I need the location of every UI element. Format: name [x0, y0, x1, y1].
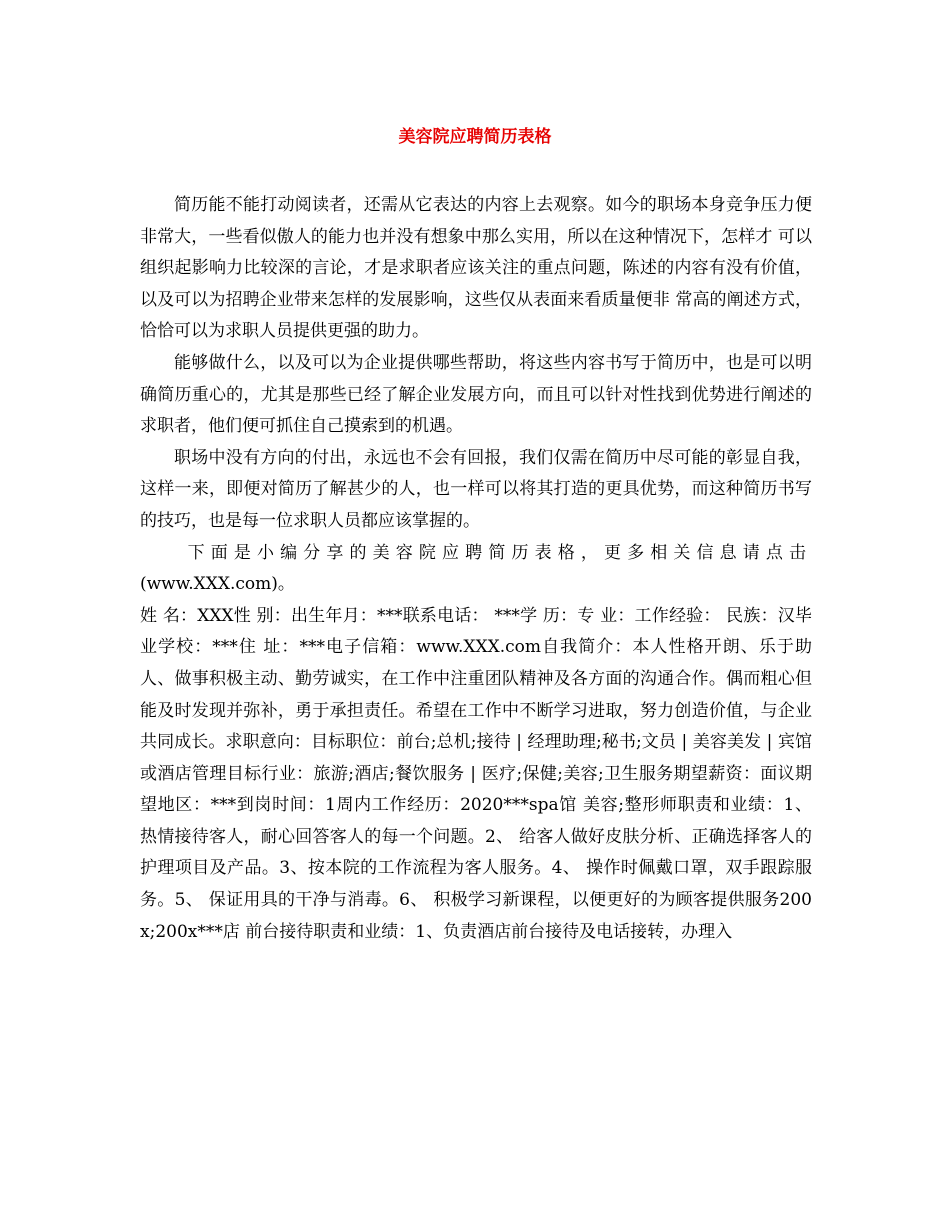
- intro-link: (www.XXX.com)。: [140, 574, 295, 595]
- paragraph-2: 能够做什么，以及可以为企业提供哪些帮助，将这些内容书写于简历中，也是可以明确简历重心的，尤其是那些已经了解企业发展方向，而且可以针对性找到优势进行阐述的求职者，他们便可抓住自己摸索到的机遇。: [140, 352, 812, 437]
- paragraph-1: 简历能不能打动阅读者，还需从它表达的内容上去观察。如今的职场本身竞争压力便非常大，一些看似傲人的能力也并没有想象中那么实用，所以在这种情况下，怎样才 可以组织起影响力比较深的言论，才是求职者应该关注的重点问题，陈述的内容有没有价值，以及可以为招聘企业带来怎样的发展影响，这些仅从表面来看质量便非 常高的阐述方式，恰恰可以为求职人员提供更强的助力。: [140, 195, 812, 342]
- document-title: 美容院应聘简历表格: [398, 127, 552, 147]
- document-body: [140, 190, 812, 948]
- paragraph-3: 职场中没有方向的付出，永远也不会有回报，我们仅需在简历中尽可能的彰显自我，这样一来，即便对简历了解甚少的人，也一样可以将其打造的更具优势，而这种简历书写的技巧，也是每一位求职人员都应该掌握的。: [140, 447, 812, 531]
- resume-details: 姓 名：XXX性 别：出生年月：***联系电话： ***学 历：专 业：工作经验： 民族：汉毕业学校：***住 址：***电子信箱：www.XXX.com自我简介：本人性格开朗、乐于助人、做事积极主动、勤劳诚实，在工作中注重团队精神及各方面的沟通合作。偶而粗心但能及时发现并弥补，勇于承担责任。希望在工作中不断学习进取，努力创造价值，与企业共同成长。求职意向：目标职位：前台;总机;接待 | 经理助理;秘书;文员 | 美容美发 | 宾馆或酒店管理目标行业：旅游;酒店;餐饮服务 | 医疗;保健;美容;卫生服务期望薪资：面议期望地区：***到岗时间：1周内工作经历：2020***spa馆 美容;整形师职责和业绩：1、 热情接待客人，耐心回答客人的每一个问题。2、 给客人做好皮肤分析、正确选择客人的护理项目及产品。3、按本院的工作流程为客人服务。4、 操作时佩戴口罩，双手跟踪服务。5、 保证用具的干净与消毒。6、 积极学习新课程，以便更好的为顾客提供服务200x;200x***店 前台接待职责和业绩：1、负责酒店前台接待及电话接转，办理入: [140, 605, 812, 942]
- intro-line: 下面是小编分享的美容院应聘简历表格，更多相关信息请点击: [187, 542, 812, 563]
